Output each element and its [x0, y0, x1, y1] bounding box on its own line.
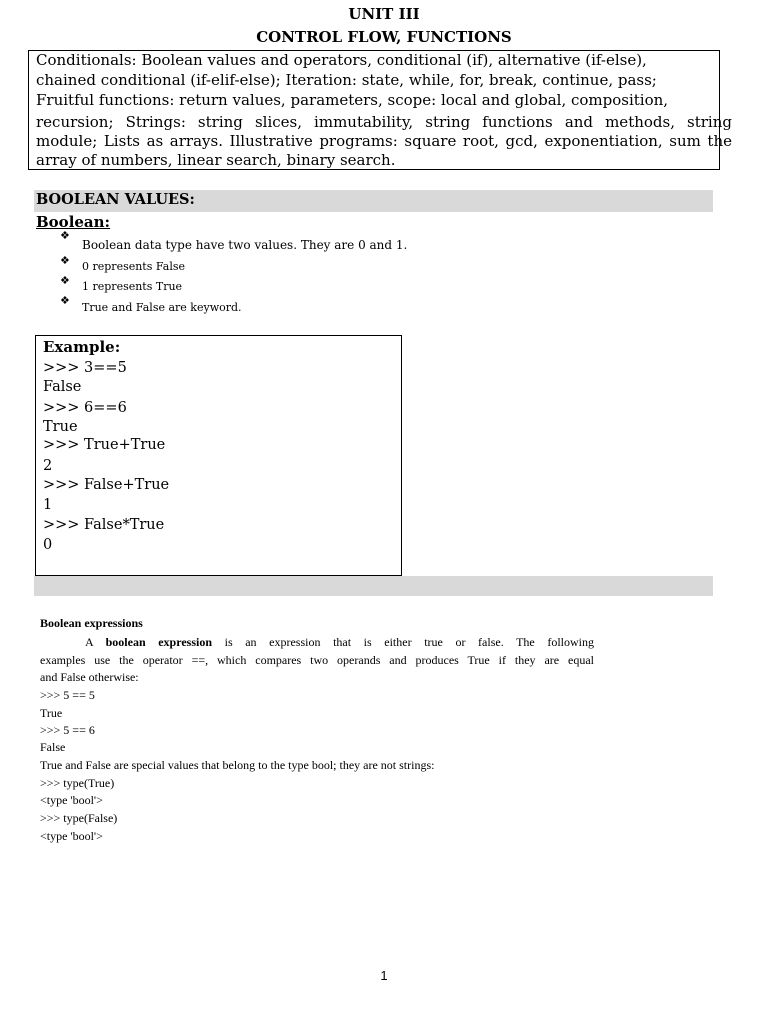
paragraph-line: examples use the operator ==, which compares two operands and produces True if they are equal — [40, 653, 594, 667]
unit-title: UNIT III — [348, 5, 420, 23]
code-line: <type 'bool'> — [40, 829, 103, 843]
page-number: 1 — [380, 968, 388, 983]
syllabus-line: Conditionals: Boolean values and operators, conditional (if), alternative (if-else), — [36, 51, 647, 69]
code-line: True — [40, 706, 63, 720]
code-line: >>> 5 == 6 — [40, 723, 95, 737]
bullet-text: 1 represents True — [82, 280, 183, 293]
bullet-text: Boolean data type have two values. They are 0 and 1. — [82, 238, 408, 252]
code-line: >>> 5 == 5 — [40, 688, 95, 702]
subsection-heading: Boolean expressions — [40, 616, 143, 630]
syllabus-line: module; Lists as arrays. Illustrative programs: square root, gcd, exponentiation, sum the — [36, 132, 732, 150]
bullet-icon: ❖ — [60, 295, 70, 307]
example-line: >>> False+True — [43, 477, 170, 493]
example-line: False — [43, 379, 82, 395]
code-line: <type 'bool'> — [40, 793, 103, 807]
bullet-icon: ❖ — [60, 275, 70, 287]
example-line: True — [43, 419, 78, 435]
example-line: 2 — [43, 458, 53, 474]
paragraph-line — [40, 634, 594, 651]
boolean-heading: Boolean: — [36, 213, 111, 231]
bullet-icon: ❖ — [60, 255, 70, 267]
syllabus-line: chained conditional (if-elif-else); Iteration: state, while, for, break, continue, pass; — [36, 71, 657, 89]
bold-term: boolean expression — [105, 635, 213, 649]
example-line: >>> False*True — [43, 517, 165, 533]
code-line: >>> type(False) — [40, 811, 118, 825]
page-title: CONTROL FLOW, FUNCTIONS — [256, 28, 512, 46]
bullet-icon: ❖ — [60, 230, 70, 242]
code-line: >>> type(True) — [40, 776, 115, 790]
example-line: >>> True+True — [43, 437, 166, 453]
syllabus-line: recursion; Strings: string slices, immutability, string functions and methods, string — [36, 113, 732, 131]
paragraph-line: True and False are special values that belong to the type bool; they are not strings: — [40, 758, 435, 772]
section-label: BOOLEAN VALUES: — [36, 191, 195, 208]
paragraph-rest: is an expression that is either true or false. The following — [212, 635, 595, 649]
bullet-text: 0 represents False — [82, 260, 185, 273]
example-line: >>> 3==5 — [43, 360, 127, 376]
example-line: >>> 6==6 — [43, 400, 127, 416]
syllabus-box — [28, 50, 732, 170]
example-line: 1 — [43, 497, 53, 513]
example-title: Example: — [43, 338, 121, 356]
syllabus-line: array of numbers, linear search, binary search. — [36, 151, 396, 169]
bullet-text: True and False are keyword. — [82, 301, 242, 314]
example-line: 0 — [43, 537, 53, 553]
paragraph-line: and False otherwise: — [40, 670, 139, 684]
example-box — [35, 335, 402, 576]
syllabus-line: Fruitful functions: return values, parameters, scope: local and global, composition, — [36, 91, 669, 109]
section-band — [34, 576, 713, 596]
code-line: False — [40, 740, 66, 754]
paragraph-prefix: A — [85, 635, 106, 649]
